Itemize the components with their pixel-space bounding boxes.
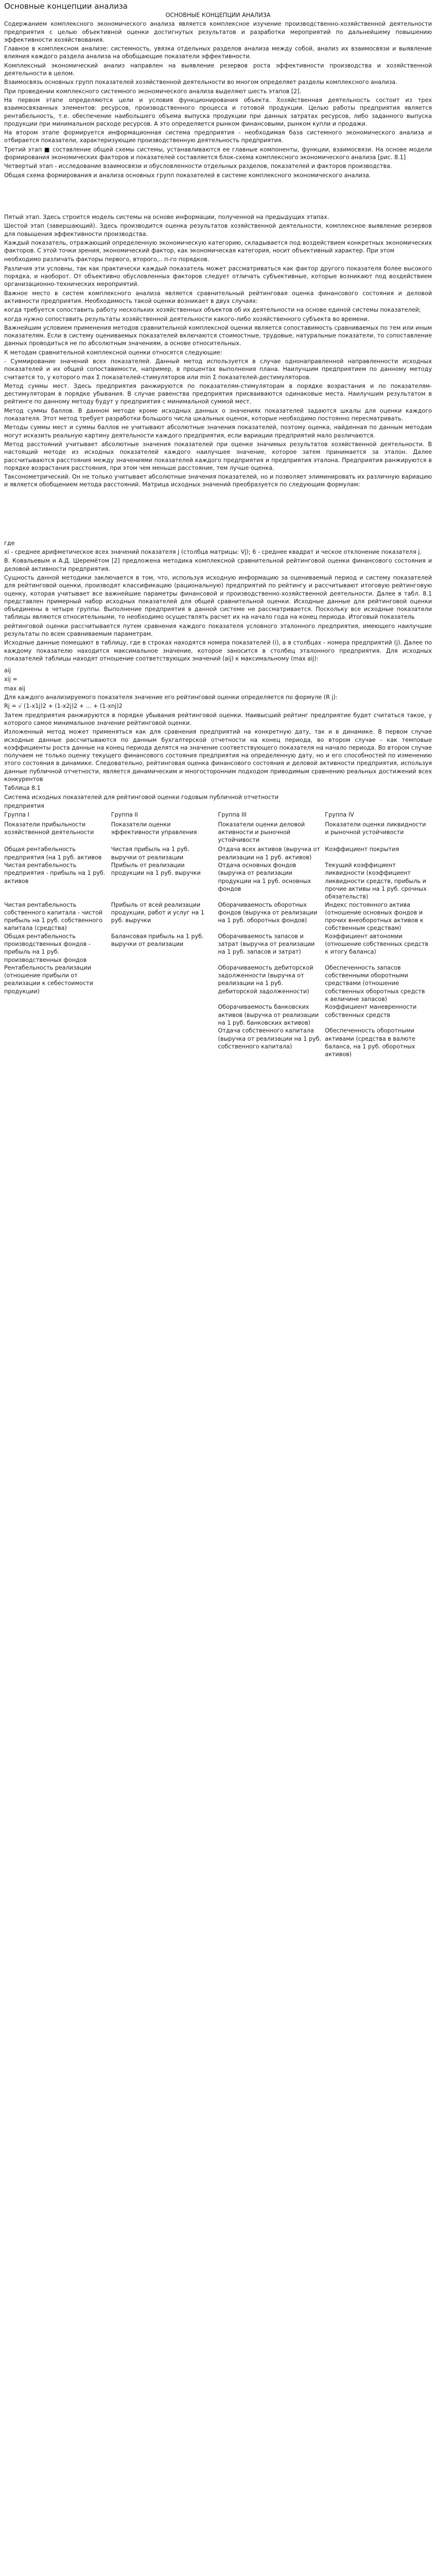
group-label: Группа I (4, 811, 29, 819)
table-header-cell (4, 811, 111, 845)
table-cell (218, 1003, 325, 1027)
paragraph: Изложенный метод может применяться как для сравнения предприятий на конкретную дату, так и в динамике. В первом случае исходные данные рассчитываются по данным бухгалтерской отчетности на конец периода, во втором случае - как темповые коэффициенты роста данные на конец периода делятся на значение соответствующего показателя на начало периода. Во втором случае получаем не только оценку текущего финансового состояния предприятия на определенную дату, но и его способностей по изменению этого состояния в динамике. Следовательно, рейтинговая оценка финансового состояния и деловой активности предприятия, используя данные публичной отчетности, является динамическим и многосторонним подходом приводимым сравнению реальных достижений всех конкурентов (4, 728, 432, 783)
formula-denominator: max aij (4, 685, 26, 692)
paragraph: Методы суммы мест и суммы баллов не учитывают абсолютные значения показателей, поэтому оценка, найденная по данным методам могут исказить реальную картину деятельности каждого предприятия, если вариации предприятий мало различаются. (4, 424, 432, 439)
paragraph: Затем предприятия ранжируются в порядке убывания рейтинговой оценки. Наивысший рейтинг предприятие будет считаться такое, у которого самое минимальное значение рейтинговой оценки. (4, 711, 432, 726)
table-cell (111, 1027, 218, 1058)
cell-text: Чистая рентабельность предприятия - прибыль на 1 руб. активов (4, 862, 106, 885)
group-description: Показатели прибыльности хозяйственной деятельности (4, 821, 94, 836)
table-cell (4, 964, 111, 1003)
section-rating (4, 548, 432, 663)
paragraph: Шестой этап (завершающий). Здесь производится оценка результатов хозяйственной деятельности, комплексное выявление резервов для повышения эффективности производства. (4, 223, 432, 238)
table-row (4, 901, 432, 933)
cell-text: Оборачиваемость банковских активов (выручка от реализации на 1 руб. банковских активов) (218, 1004, 319, 1026)
cell-text: Отдача основных фондов (выручка от реализации продукции на 1 руб. основных фондов (218, 862, 311, 892)
paragraph: Пятый этап. Здесь строится модель системы на основе информации, полученной на предыдущих этапах. (4, 213, 329, 221)
paragraph: Исходные данные помещают в таблицу, где в строках находятся номера показателей (i), а в столбцах - номера предприятий (j). Далее по каждому показателю находится максимальное значение, которое заносится в столбец эталонного предприятия. Для исходных показателей таблицы находят отношение соответствующих значений (aij) к максимальному (max aij): (4, 639, 432, 662)
table-cell (325, 933, 432, 964)
table-cell (4, 901, 111, 933)
document-subtitle: ОСНОВНЫЕ КОНЦЕПЦИИ АНАЛИЗА (165, 12, 271, 19)
section-intro (4, 20, 432, 179)
formula-lhs: xij = (4, 676, 18, 683)
table-header-cell (111, 811, 218, 845)
table-row (4, 861, 432, 901)
table-title: Система исходных показателей для рейтинговой оценки годовым публичной отчетности (4, 793, 279, 801)
paragraph: Для каждого анализируемого показателя значение его рейтинговой оценки определяется по формуле (R j): (4, 694, 338, 701)
cell-text: Текущий коэффициент ликвидности (коэффициент ликвидности средств, прибыль и прочие активы на 1 руб. срочных обязательств) (325, 862, 427, 901)
document-page (0, 0, 436, 1064)
paragraph: Содержанием комплексного экономического анализа является комплексное изучение производственно-хозяйственной деятельности предприятия с целью объективной оценки достигнутых результатов и разработки мероприятий по дальнейшему повышению эффективности хозяйствования. (4, 21, 432, 43)
paragraph: Таксонометрический. Он не только учитывает абсолютные значения показателей, но и позволяет элиминировать их различную вариацию и является обобщением метода расстояний. Матрица исходных значений преобразуется по следующим формулам: (4, 473, 432, 488)
paragraph: когда требуется сопоставить работу нескольких хозяйственных объектов об их деятельности на основе единой системы показателей; (4, 307, 421, 314)
table-cell (325, 1027, 432, 1058)
cell-text: Прибыль от реализации продукции на 1 руб. выручки (111, 862, 201, 877)
paragraph: - Суммирование значений всех показателей. Данный метод используется в случае однонаправленной направленности исходных показателей и их общей сопоставимости, например, в процентах выполнения плана. Наилучшим предприятием по данному методу считается то, у которого max Σ показателей-стимуляторов или min Σ показателей-дестимуляторов. (4, 358, 432, 381)
paragraph: Третий этап ■ составление общей схемы системы, устанавливаются ее главные компоненты, функции, взаимосвязи. На основе модели формирования экономических факторов и показателей составляется блок-схема комплексного экономического анализа [рис. 8.1] (4, 146, 432, 161)
cell-text: Чистая прибыль на 1 руб. выручки от реализации (111, 846, 189, 861)
group-label: Группа II (111, 811, 138, 819)
table-cell (218, 861, 325, 901)
table-body (4, 845, 432, 1058)
table-header-cell (325, 811, 432, 845)
paragraph: Метод суммы мест. Здесь предприятия ранжируются по показателям-стимуляторам в порядке возрастания и по показателям-дестимуляторам в порядке убывания. В случае равенства предприятия присваиваются одинаковые места. Наилучшим результатом в рейтинге по данному методу будут у предприятия с минимальной суммой мест. (4, 382, 432, 405)
paragraph: Взаимосвязь основных групп показателей хозяйственной деятельности во многом определяет разделы комплексного анализа. (4, 79, 397, 86)
table-cell (218, 933, 325, 964)
cell-text: Оборачиваемость запасов и затрат (выручка от реализации на 1 руб. запасов и затрат) (218, 933, 315, 956)
table-cell (325, 861, 432, 901)
group-description: Показатели оценки деловой активности и рыночной устойчивости (218, 821, 305, 844)
group-description: Показатели оценки ликвидности и рыночной устойчивости (325, 821, 426, 836)
formula-numerator: aij (4, 667, 11, 674)
cell-text: Отдача собственного капитала (выручка от реализации на 1 руб. собственного капитала) (218, 1027, 322, 1050)
section-ranking (4, 693, 432, 810)
table-cell (111, 861, 218, 901)
group-label: Группа III (218, 811, 247, 819)
paragraph: Комплексный экономический анализ направлен на выявление резервов роста эффективности производства и хозяйственной деятельности в целом. (4, 62, 432, 77)
table-cell (4, 933, 111, 964)
table-cell (4, 1003, 111, 1027)
cell-text: Прибыль от всей реализации продукции, работ и услуг на 1 руб. выручки (111, 901, 204, 924)
table-header-row (4, 811, 432, 845)
paragraph: хi - среднее арифметическое всех значений показателя j (столбца матрицы: Vj); 6 - среднее квадрат и ческое отклонение показателя j. (4, 549, 422, 556)
cell-text: Оборачиваемость дебиторской задолженности (выручка от реализации на 1 руб. дебиторской задолженности) (218, 964, 313, 995)
paragraph: В. Ковальевым и А.Д. Шеремётом [2] предложена методика комплексной сравнительной рейтинговой оценки финансового состояния и деловой активности предприятия. (4, 557, 432, 572)
paragraph: К методам сравнительной комплексной оценки относятся следующие: (4, 349, 222, 356)
table-cell (325, 964, 432, 1003)
cell-text: Отдача всех активов (выручка от реализации на 1 руб. активов) (218, 846, 320, 861)
table-cell (325, 845, 432, 861)
table-cell (4, 1027, 111, 1058)
paragraph: рейтинговой оценки рассчитывается путем сравнения каждого показателя условного эталонного предприятия, имеющего наилучшие результаты по всем сравниваемым параметрам. (4, 622, 432, 637)
cell-text: Общая рентабельность предприятия (на 1 руб. активов (4, 846, 102, 861)
cell-text: Общая рентабельность производственных фондов - прибыль на 1 руб. производственных фондов (4, 933, 91, 963)
table-cell (218, 964, 325, 1003)
figure-placeholder (4, 180, 432, 213)
paragraph: На первом этапе определяются цели и условия функционирования объекта. Хозяйственная деятельность состоит из трех взаимосвязанных элементов: ресурсов, производственного процесса и готовой продукции. Целью работы предприятия является рентабельность, т.е. обеспечение наибольшего объема выпуска продукции при данных затратах ресурсов, либо заданного выпуска продукции при минимальном расходе ресурсов. А это определяется рынком финансовыми, рынком купли и продажи. (4, 96, 432, 127)
table-row (4, 964, 432, 1003)
paragraph: Метод расстояний учитывает абсолютные значения показателей при оценке значимых результатов хозяйственной деятельности. В настоящий методе из исходных показателей каждого наилучшее значение, которое затем принимается за эталон. Далее рассчитываются расстояния между значениями показателей каждого предприятия и предприятия эталона. Предприятия ранжируются в порядке возрастания расстояния, при этом чем меньше расстояние, тем лучше оценка. (4, 440, 432, 471)
section-methods (4, 213, 432, 489)
table-row (4, 1027, 432, 1058)
paragraph: необходимо различать факторы первого, второго,.. п-го порядков. (4, 256, 210, 263)
table-cell (218, 901, 325, 933)
paragraph: Важное место в систем комплексного анализа является сравнительный рейтинговая оценка финансового состояния и деловой активности предприятия. Необходимость такой оценки возникает в двух случаях: (4, 290, 432, 304)
table-cell (325, 901, 432, 933)
cell-text: Рентабельность реализации (отношение прибыли от реализации к себестоимости продукции) (4, 964, 93, 995)
paragraph: При проведении комплексного системного экономического анализа выделяют шесть этапов [2]. (4, 88, 302, 95)
table-cell (218, 845, 325, 861)
page-title: Основные концепции анализа (4, 2, 128, 11)
table-cell (111, 901, 218, 933)
paragraph: Каждый показатель, отражающий определенную экономическую категорию, складывается под воздействием конкретных экономических факторов. С этой точки зрения, экономический фактор, как экономическая категория, носит объективный характер. При этом (4, 239, 432, 255)
group-description: Показатели оценки эффективности управления (111, 821, 197, 836)
cell-text: Балансовая прибыль на 1 руб. выручки от реализации (111, 933, 204, 947)
table-cell (4, 861, 111, 901)
formula-placeholder (4, 490, 432, 539)
table-row (4, 933, 432, 964)
cell-text: Обеспеченность запасов собственными оборотными средствами (отношение собственных оборотных средств к величине запасов) (325, 964, 425, 1003)
table-cell (325, 1003, 432, 1027)
table-caption: Таблица 8.1 (4, 785, 41, 792)
cell-text: Оборачиваемость оборотных фондов (выручка от реализации на 1 руб. оборотных фондов) (218, 901, 318, 924)
paragraph: На втором этапе формируется информационная система предприятия - необходимая база системного экономического анализа и отбирается показатели, характеризующие производственную деятельность предприятия. (4, 129, 432, 144)
group-label: Группа IV (325, 811, 354, 819)
paragraph: Сущность данной методики заключается в том, что, используя исходную информацию за оцениваемый период и систему показателей для рейтинговой оценки, производят классификацию (рациональную) предприятий по рейтингу и рассчитывают итоговую рейтинговую оценку, которая учитывает все важнейшие параметры финансовой и производственно-хозяйственной деятельности. Далее в табл. 8.1 представлен примерный набор исходных показателей для общей сравнительной оценки. Исходные данные для рейтинговой оценки объединены в четыре группы. Выполнение предприятия в данной системе не рассматривается. Поскольку все исходные показатели таблицы являются относительными, то необходимо осуществлять расчет их на начало года на конец периода. Итоговый показатель (4, 574, 432, 621)
cell-text: Коэффициент покрытия (325, 846, 399, 853)
cell-text: Чистая рентабельность собственного капитала - чистой прибыль на 1 руб. собственного капитала (средства) (4, 901, 103, 932)
cell-text: Обеспеченность оборотными активами (средства в валюте баланса, на 1 руб. оборотных активов) (325, 1027, 415, 1058)
cell-text: Коэффициент маневренности собственных средств (325, 1004, 417, 1019)
paragraph: Общая схема формирования и анализа основных групп показателей в системе комплексного экономического анализа. (4, 172, 371, 179)
where-label: где (4, 539, 15, 547)
table-cell (218, 1027, 325, 1058)
paragraph: Метод суммы баллов. В данном методе кроме исходных данных о значениях показателей задаются шкалы для оценки каждого показателя. Этот метод требует разработки большого числа шкальных оценок, которые необходимо постоянно пересматривать. (4, 407, 432, 422)
table-cell (4, 845, 111, 861)
table-row (4, 1003, 432, 1027)
table-subtitle: предприятия (4, 802, 44, 809)
table-cell (111, 845, 218, 861)
table-cell (111, 933, 218, 964)
paragraph: Важнейшим условием применения методов сравнительной комплексной оценки является сопоставимость сравниваемых по тем или иным показателям. Если в систему оцениваемых показателей включаются стоимостные, трудовые, натуральные показатели, то сопоставление данных проводиться не по абсолютным значениям, а основе относительных. (4, 324, 432, 347)
paragraph: Четвертый этап - исследование взаимосвязи и обусловленности отдельных разделов, показателей и факторов производства. (4, 163, 392, 170)
formula-rating: Rj = √ (1-x1j)2 + (1-x2j)2 + ... + (1-xnj)2 (4, 703, 123, 710)
table-header-cell (218, 811, 325, 845)
cell-text: Индекс постоянного актива (отношение основных фондов и прочих внеоборотных активов к собственным средствам) (325, 901, 424, 932)
paragraph: когда нужно сопоставить результаты хозяйственной деятельности какого-либо хозяйственного субъекта во времени. (4, 315, 370, 323)
paragraph: Различия эти условны, так как практически каждый показатель может рассматриваться как фактор другого показателя более высокого порядка, и наоборот. От объективно обусловленных факторов следует отличать субъективные, которые возникают под воздействием организационно-технических мероприятий. (4, 265, 432, 288)
indicators-table (4, 811, 432, 1058)
paragraph: Главное в комплексном анализе: системность, увязка отдельных разделов анализа между собой, анализ их взаимосвязи и выявление влияния каждого раздела анализа на обобщающие показатели эффективности. (4, 45, 432, 60)
table-row (4, 845, 432, 861)
cell-text: Коэффициент автономии (отношение собственных средств к итогу баланса) (325, 933, 429, 956)
table-cell (111, 964, 218, 1003)
table-cell (111, 1003, 218, 1027)
